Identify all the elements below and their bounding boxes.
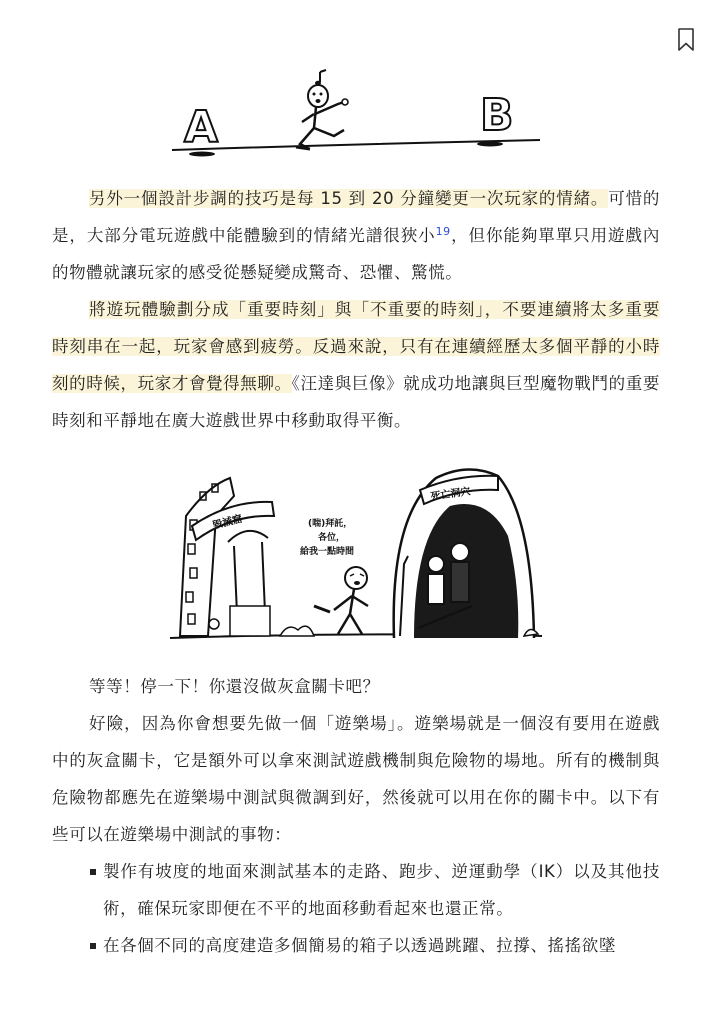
sign-right-text: 死亡洞穴 xyxy=(429,486,472,503)
point-b-label: B xyxy=(480,90,514,141)
bookmark-icon[interactable] xyxy=(676,28,696,52)
walk-illustration xyxy=(168,64,544,164)
highlight: 將遊玩體驗劃分成「重要時刻」與「不重要的時刻」，不要連續將太多重要時刻串在一起，玩家會感到疲勞。反過來說，只有在連續經歷太多個平靜的小時刻的時候，玩家才會覺得無聊。 xyxy=(52,300,660,393)
sign-left-text: 毀滅窟 xyxy=(211,513,244,532)
cave-illustration xyxy=(168,456,544,646)
bullet-marker xyxy=(90,943,96,949)
speech-line-2: 各位， xyxy=(318,533,346,543)
speech-line-1: (喘)拜託， xyxy=(308,519,353,529)
list-item-text: 製作有坡度的地面來測試基本的走路、跑步、逆運動學（IK）以及其他技術，確保玩家即便在不平的地面移動看起來也還正常。 xyxy=(103,862,660,918)
footnote-ref[interactable]: 19 xyxy=(435,225,451,238)
list-item xyxy=(90,927,660,964)
paragraph-important-moments xyxy=(52,291,660,439)
paragraph-text: ，但你能夠單單只用遊戲內的物體就讓玩家的感受從懸疑變成驚奇、恐懼、驚慌。 xyxy=(52,226,661,282)
list-item xyxy=(90,853,660,927)
bullet-marker xyxy=(90,869,96,875)
highlight: 另外一個設計步調的技巧是每 15 到 20 分鐘變更一次玩家的情緒。 xyxy=(89,189,609,208)
paragraph-emotion-pacing xyxy=(52,180,660,291)
point-a-label: A xyxy=(184,102,219,153)
paragraph-text: 可惜的是，大部分電玩遊戲中能體驗到的情緒光譜很狹小 xyxy=(52,189,660,245)
paragraph-text: 《汪達與巨像》就成功地讓與巨型魔物戰鬥的重要時刻和平靜地在廣大遊戲世界中移動取得平衡。 xyxy=(52,374,660,430)
list-item-text: 在各個不同的高度建造多個簡易的箱子以透過跳躍、拉撐、搖搖欲墜 xyxy=(103,936,616,955)
speech-line-3: 給我一點時間 xyxy=(300,547,355,557)
paragraph-greybox-question: 等等！停一下！你還沒做灰盒關卡吧？ xyxy=(89,677,380,696)
paragraph-playground: 好險，因為你會想要先做一個「遊樂場」。遊樂場就是一個沒有要用在遊戲中的灰盒關卡，它是額外可以拿來測試遊戲機制與危險物的場地。所有的機制與危險物都應先在遊樂場中測試與微調到好，然後就可以用在你的關卡中。以下有些可以在遊樂場中測試的事物： xyxy=(52,714,660,844)
